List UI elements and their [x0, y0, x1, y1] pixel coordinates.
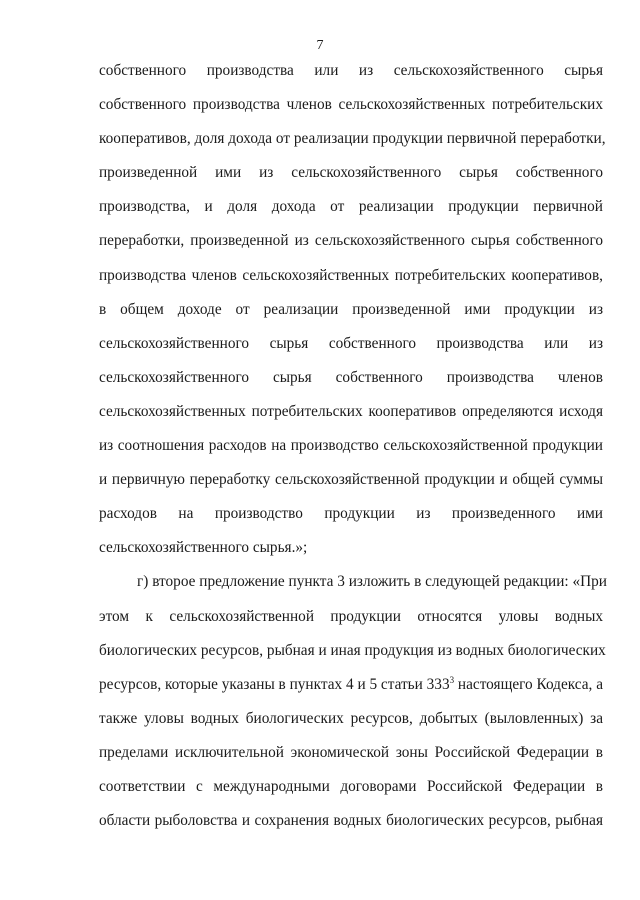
text-line: сельскохозяйственного сырья.»;: [99, 539, 308, 557]
superscript: 3: [449, 674, 455, 685]
text-line: сельскохозяйственного сырья собственного производства или из: [99, 334, 603, 352]
text-line: расходов на производство продукции из произведенного ими: [99, 505, 603, 523]
page-number: 7: [316, 38, 324, 53]
text-line: сельскохозяйственного сырья собственного производства членов: [99, 368, 603, 386]
body-text: [99, 54, 607, 838]
text-line: производства, и доля дохода от реализации продукции первичной: [99, 198, 603, 216]
text-line: также уловы водных биологических ресурсов, добытых (выловленных) за: [99, 709, 603, 727]
text-line: сельскохозяйственных потребительских кооперативов определяются исходя: [99, 402, 603, 420]
text-line: произведенной ими из сельскохозяйственного сырья собственного: [99, 164, 603, 182]
text-line: соответствии с международными договорами Российской Федерации в: [99, 777, 603, 795]
text-line: и первичную переработку сельскохозяйственной продукции и общей суммы: [99, 471, 603, 489]
text-line: биологических ресурсов, рыбная и иная продукция из водных биологических: [99, 641, 606, 659]
text-line: из соотношения расходов на производство сельскохозяйственной продукции: [99, 437, 603, 455]
text-line: собственного производства или из сельскохозяйственного сырья: [99, 62, 603, 79]
text-line: кооперативов, доля дохода от реализации продукции первичной переработки,: [99, 130, 606, 148]
paragraph-1: [99, 54, 606, 565]
text-segment: настоящего Кодекса, а: [454, 675, 603, 693]
text-line: этом к сельскохозяйственной продукции относятся уловы водных: [99, 607, 603, 625]
text-line: производства членов сельскохозяйственных потребительских кооперативов,: [99, 266, 603, 284]
text-line-with-superscript: [99, 668, 603, 702]
text-line: переработки, произведенной из сельскохозяйственного сырья собственного: [99, 232, 603, 250]
text-line: г) второе предложение пункта 3 изложить в следующей редакции: «При: [137, 573, 607, 591]
paragraph-2: [99, 565, 607, 838]
text-line: пределами исключительной экономической зоны Российской Федерации в: [99, 743, 603, 761]
text-line: собственного производства членов сельскохозяйственных потребительских: [99, 96, 603, 114]
text-line: области рыболовства и сохранения водных биологических ресурсов, рыбная: [99, 812, 603, 830]
text-line: в общем доходе от реализации произведенной ими продукции из: [99, 300, 603, 318]
text-segment: ресурсов, которые указаны в пунктах 4 и 5 статьи 333: [99, 675, 450, 693]
